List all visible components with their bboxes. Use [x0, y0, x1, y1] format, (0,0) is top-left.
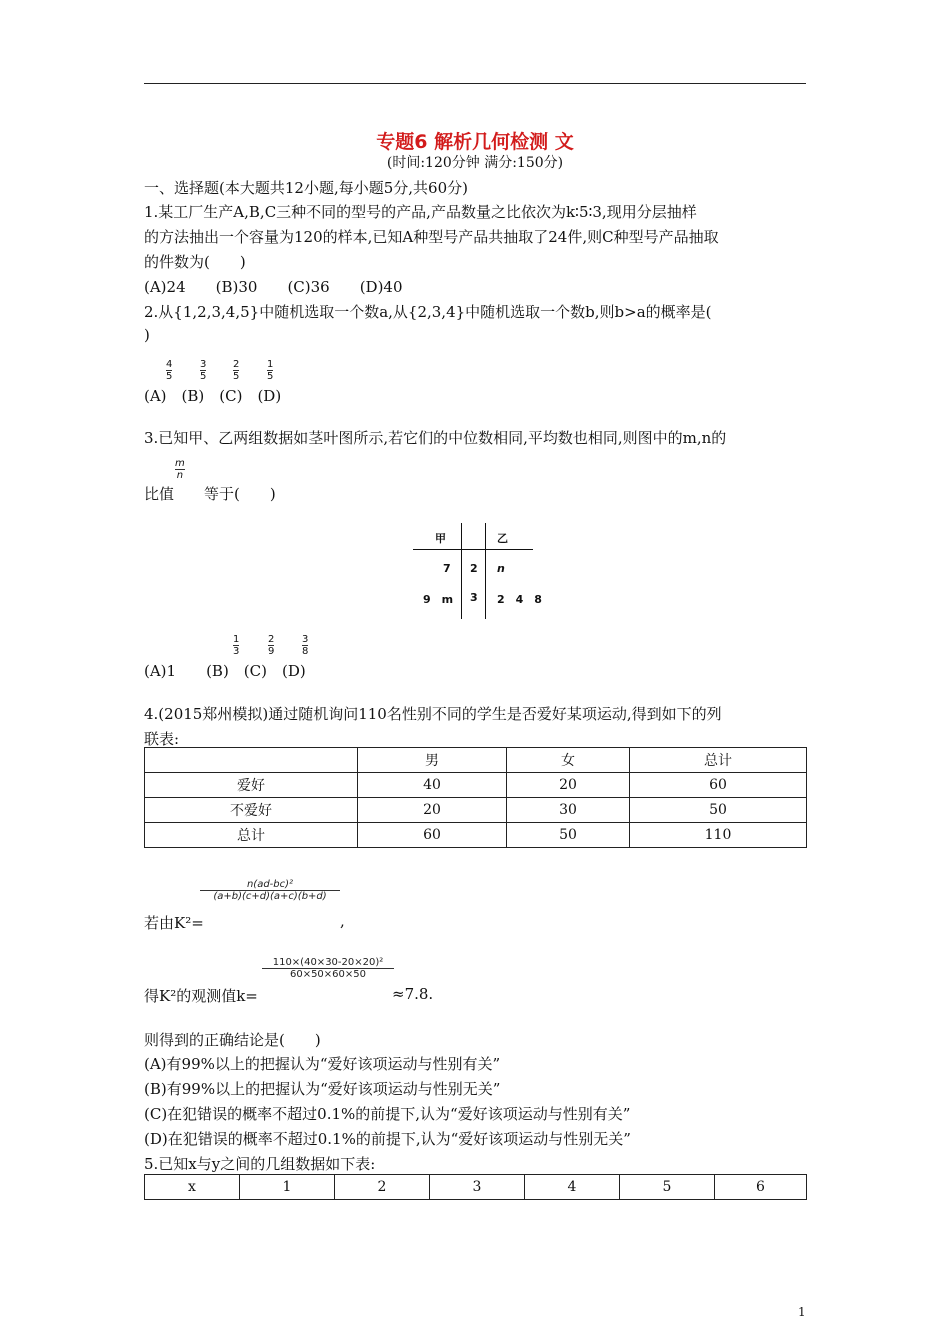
q4-option-c: (C)在犯错误的概率不超过0.1%的前提下,认为“爱好该项运动与性别有关” [144, 1105, 631, 1123]
table-cell: 110 [630, 823, 807, 848]
q1-line1: 1.某工厂生产A,B,C三种不同的型号的产品,产品数量之比依次为k∶5∶3,现用分层抽样 [144, 203, 697, 221]
stem-leaf-right-divider [485, 523, 486, 619]
q3-frac-d: $\frac{3}{8}$ [302, 634, 309, 657]
q2-line1: 2.从{1,2,3,4,5}中随机选取一个数a,从{2,3,4}中随机选取一个数b,则b>a的概率是( [144, 303, 712, 321]
table-row [145, 823, 807, 848]
q3-ratio-frac: $\frac{m}{n}$ [175, 458, 185, 481]
section-heading: 一、选择题(本大题共12小题,每小题5分,共60分) [144, 179, 468, 197]
q2-options: (A) (B) (C) (D) [144, 387, 282, 405]
stem-leaf-right-header: 乙 [497, 532, 508, 545]
stem-leaf-row1-stem: 2 [470, 562, 478, 575]
q3-frac-b: $\frac{1}{3}$ [233, 634, 240, 657]
table-cell: 5 [620, 1175, 715, 1200]
stem-leaf-row1-left: 7 [443, 562, 451, 575]
table-cell: 2 [335, 1175, 430, 1200]
stem-leaf-left-header: 甲 [435, 532, 446, 545]
q3-options: (A)1 (B) (C) (D) [144, 662, 306, 680]
table-cell: 总计 [630, 748, 807, 773]
stem-leaf-row1-right: n [497, 562, 505, 575]
page-title: 专题6 解析几何检测 文 [376, 131, 574, 153]
q3-line1: 3.已知甲、乙两组数据如茎叶图所示,若它们的中位数相同,平均数也相同,则图中的m,n的 [144, 429, 727, 447]
stem-leaf-header-rule [413, 549, 533, 550]
k-suffix: ≈7.8. [392, 985, 434, 1003]
stem-leaf-plot [405, 520, 540, 620]
q1-line3: 的件数为( ) [144, 253, 246, 271]
q2-frac-b: $\frac{3}{5}$ [200, 359, 207, 382]
stem-leaf-row2-stem: 3 [470, 591, 478, 604]
header-rule [144, 83, 806, 84]
table-row [145, 798, 807, 823]
k-prefix: 得K²的观测值k= [144, 987, 258, 1005]
q4-line2: 联表: [144, 730, 180, 748]
table-row [145, 748, 807, 773]
q1-line2: 的方法抽出一个容量为120的样本,已知A种型号产品共抽取了24件,则C种型号产品抽取 [144, 228, 719, 246]
page-number: 1 [798, 1305, 806, 1319]
q4-option-d: (D)在犯错误的概率不超过0.1%的前提下,认为“爱好该项运动与性别无关” [144, 1130, 631, 1148]
q4-line1: 4.(2015郑州模拟)通过随机询问110名性别不同的学生是否爱好某项运动,得到如下的列 [144, 705, 722, 723]
table-cell [145, 748, 358, 773]
stem-leaf-row2-left: 9 m [423, 593, 454, 606]
q5-line1: 5.已知x与y之间的几组数据如下表: [144, 1155, 376, 1173]
table-row [145, 1175, 807, 1200]
table-cell: 6 [715, 1175, 807, 1200]
table-cell: 女 [507, 748, 630, 773]
table-cell: 20 [358, 798, 507, 823]
table-cell: 50 [507, 823, 630, 848]
q2-frac-d: $\frac{1}{5}$ [267, 359, 274, 382]
q2-frac-c: $\frac{2}{5}$ [233, 359, 240, 382]
table-cell: 30 [507, 798, 630, 823]
table-cell: 50 [630, 798, 807, 823]
table-cell: 40 [358, 773, 507, 798]
stem-leaf-row2-right: 2 4 8 [497, 593, 542, 606]
q4-option-b: (B)有99%以上的把握认为“爱好该项运动与性别无关” [144, 1080, 501, 1098]
q3-line2: 比值 等于( ) [144, 485, 276, 503]
xy-table [144, 1174, 807, 1200]
q4-option-a: (A)有99%以上的把握认为“爱好该项运动与性别有关” [144, 1055, 501, 1073]
table-cell: 1 [240, 1175, 335, 1200]
table-cell: 60 [358, 823, 507, 848]
table-cell: 总计 [145, 823, 358, 848]
q2-frac-a: $\frac{4}{5}$ [166, 359, 173, 382]
k2-formula: $\frac{\text{n(ad-bc)²}}{(a+b)(c+d)(a+c)(b+d)}$ [200, 879, 340, 902]
table-cell: x [145, 1175, 240, 1200]
contingency-table [144, 747, 807, 848]
page-subtitle: (时间:120分钟 满分:150分) [386, 155, 564, 171]
table-cell: 20 [507, 773, 630, 798]
k2-suffix: , [340, 912, 345, 930]
q4-question: 则得到的正确结论是( ) [144, 1031, 321, 1049]
q2-line2: ) [144, 326, 150, 344]
q1-options: (A)24 (B)30 (C)36 (D)40 [144, 278, 403, 296]
table-cell: 男 [358, 748, 507, 773]
table-row [145, 773, 807, 798]
table-cell: 3 [430, 1175, 525, 1200]
stem-leaf-left-divider [461, 523, 462, 619]
k2-prefix: 若由K²= [144, 914, 204, 932]
table-cell: 不爱好 [145, 798, 358, 823]
table-cell: 爱好 [145, 773, 358, 798]
table-cell: 4 [525, 1175, 620, 1200]
k-formula: $\frac{\text{110×(40×30-20×20)²}}{60\times 50\times 60\times 50}$ [262, 957, 394, 980]
q3-frac-c: $\frac{2}{9}$ [268, 634, 275, 657]
table-cell: 60 [630, 773, 807, 798]
